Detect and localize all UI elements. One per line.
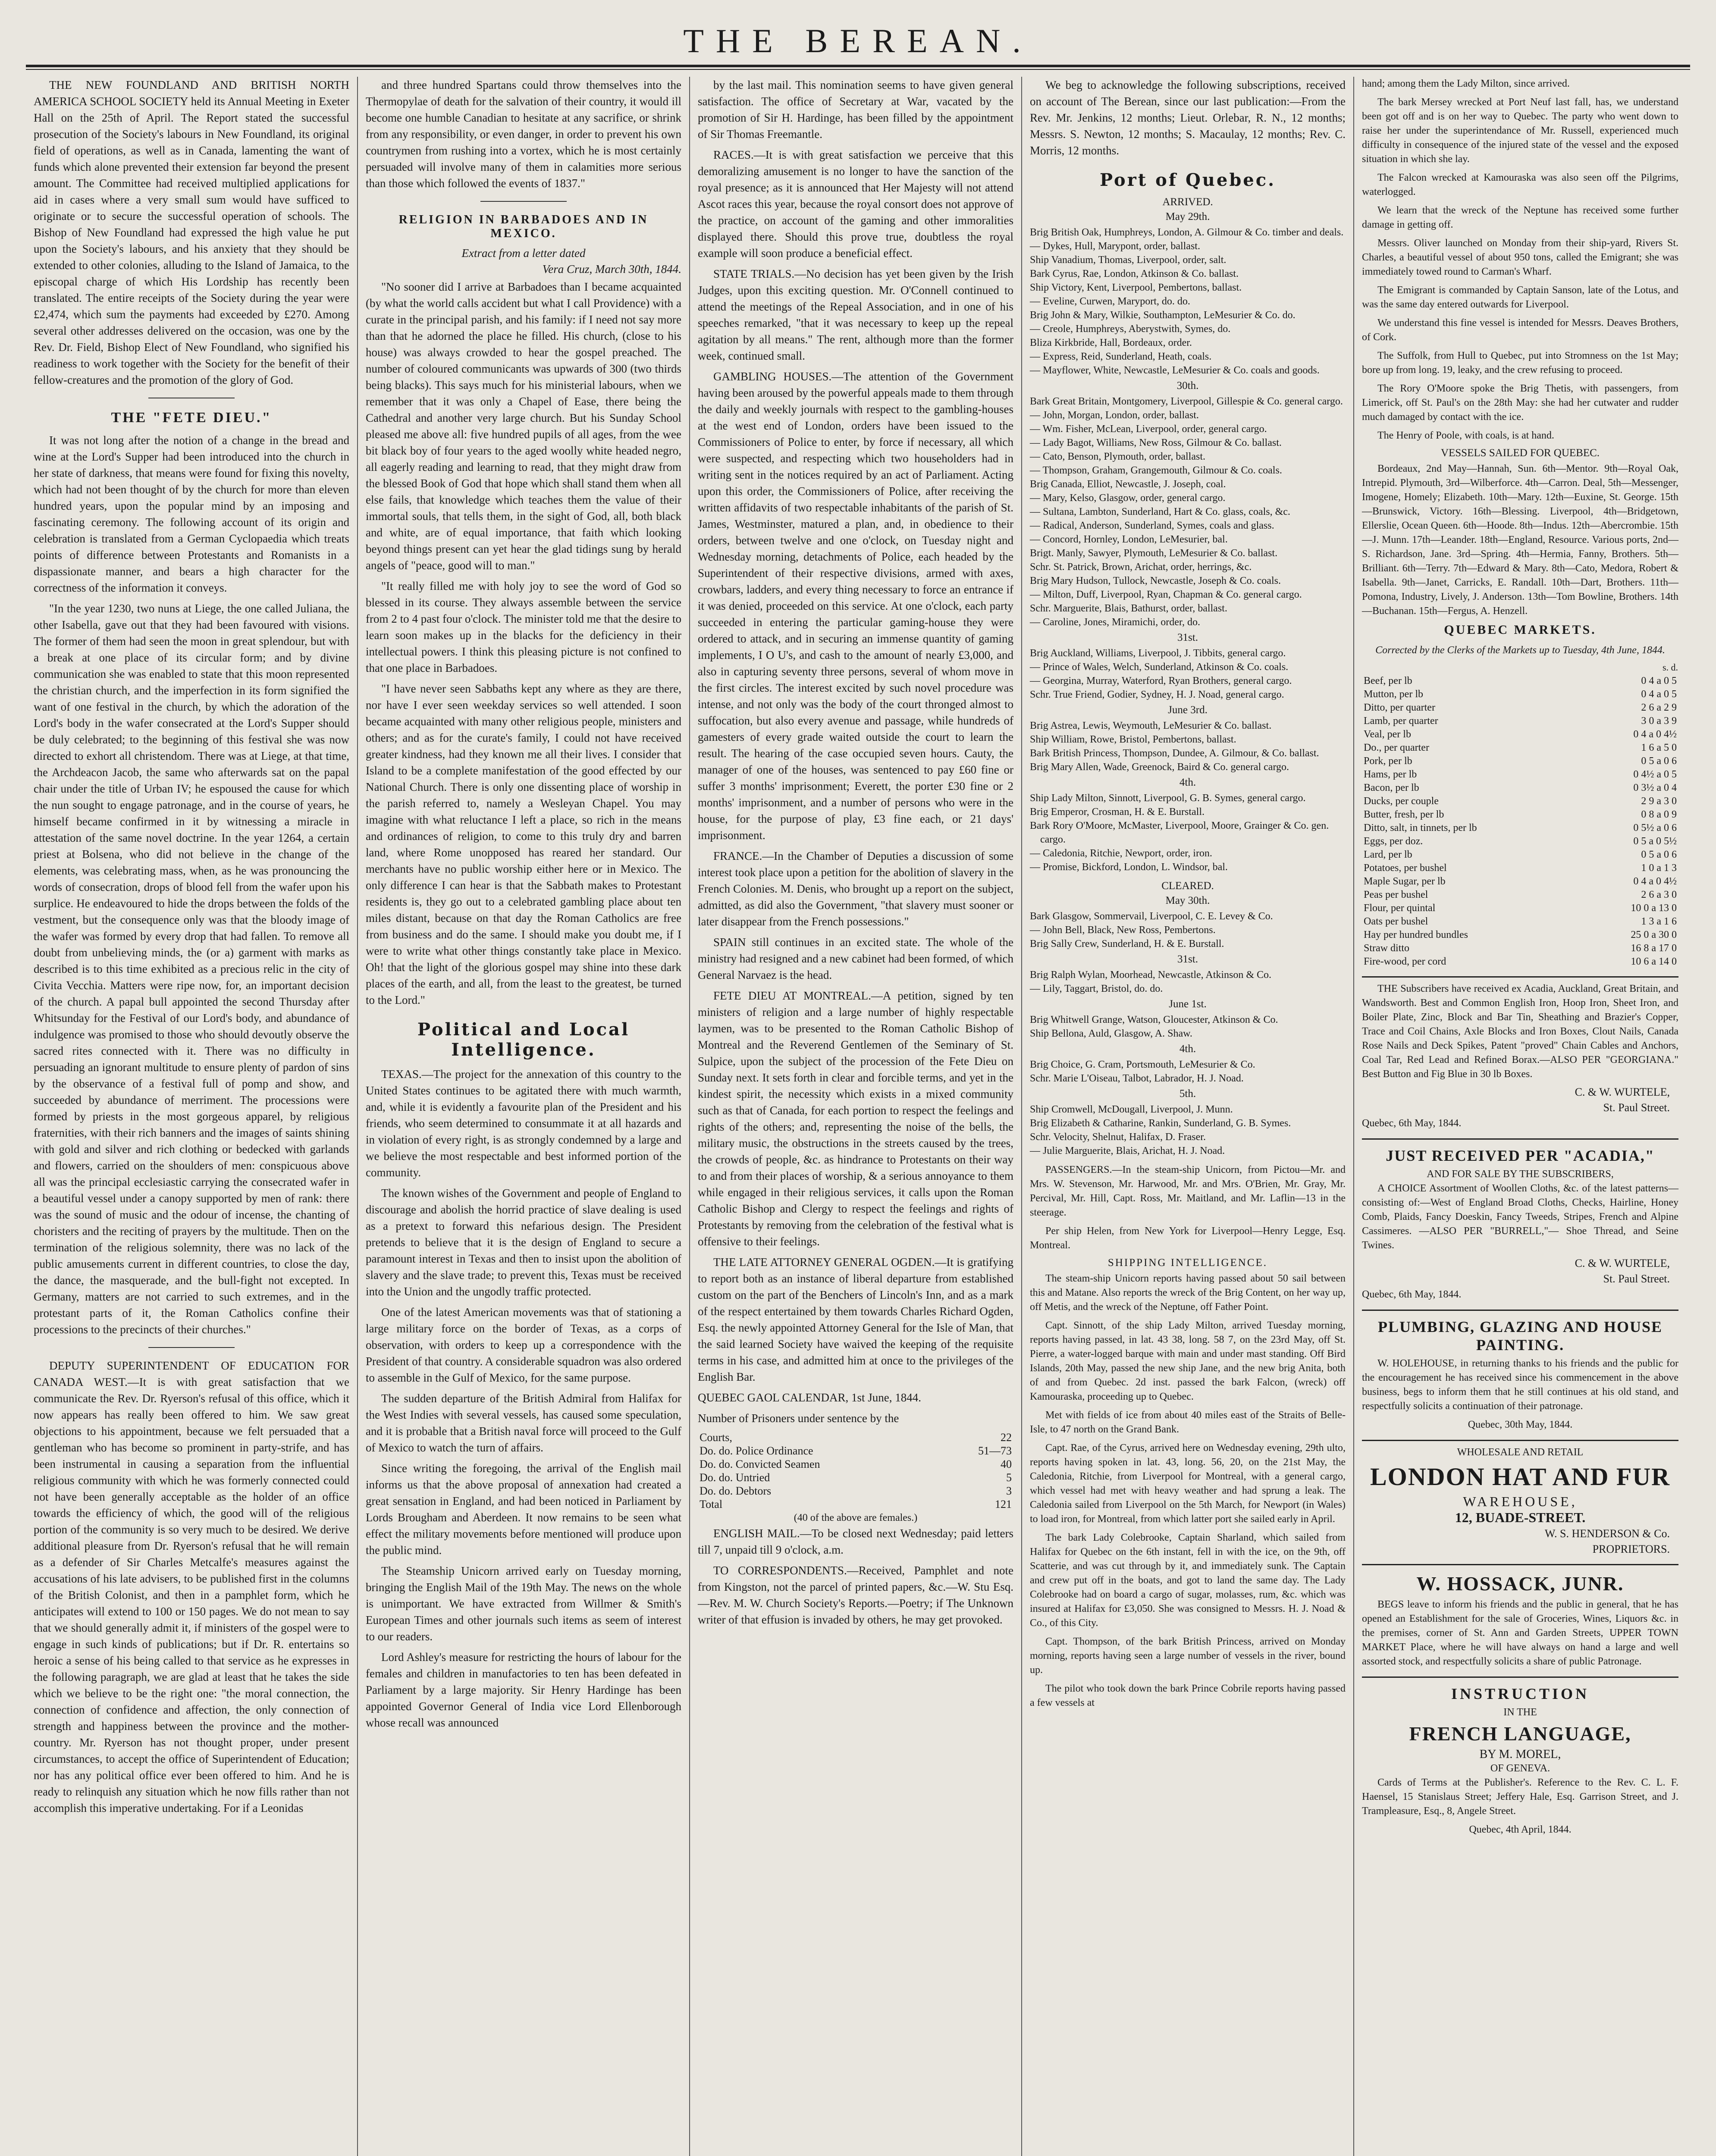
ad-date: Quebec, 6th May, 1844.	[1362, 1118, 1462, 1129]
row-value: 10 0 a 13 0	[1631, 903, 1677, 914]
row-value: 2 6 a 2 9	[1641, 702, 1677, 713]
row-value: 1 0 a 1 3	[1641, 862, 1677, 874]
cleared-date: 4th.	[1179, 1043, 1196, 1055]
ad-body: Cards of Terms at the Publisher's. Reference to the Rev. C. L. F. Haensel, 15 Stanislaus Street; Jeffery Hale, Esq. Garrison Street, and J. Trampleasure, Esq., 8, Angele Street.	[1362, 1777, 1678, 1817]
arrivals-list	[1030, 719, 1346, 774]
row-value: 3	[1006, 1485, 1012, 1497]
markets-table	[1362, 660, 1678, 968]
fete-dieu-montreal-article: FETE DIEU AT MONTREAL.—A petition, signed by ten ministers of religion and a large number of highly respectable laymen, was to be presented to the Roman Catholic Bishop of Montreal and the Reverend Gentlemen of the Seminary of St. Sulpice, upon the subject of the procession of the Fete Dieu on Sunday next. It sets forth in clear and forcible terms, and yet in the kindest spirit, the necessity which exists in a mixed community such as that of Canada, for each portion to respect the feelings and rights of the others; and, representing the noise of the bells, the military music, the obstructions in the streets caused by the trees, the crowds of people, &c. as hindrance to Protestants on their way to and from their places of worship, & a serious annoyance to them while engaged in their religious services, it calls upon the Roman Catholic Bishop and Clergy to respect the feelings and rights of Protestants by removing from the celebration of the festival what is offensive to their feelings.	[698, 989, 1013, 1248]
ship-entry: Schr. Marie L'Oiseau, Talbot, Labrador, H. J. Noad.	[1030, 1073, 1244, 1084]
ad-preheading: WHOLESALE AND RETAIL	[1457, 1447, 1584, 1458]
column-5	[1354, 77, 1686, 2156]
gaol-row	[698, 1444, 1013, 1457]
gambling-houses-article: GAMBLING HOUSES.—The attention of the Government having been aroused by the powerful appeals made to them through the daily and weekly journals with respect to the gambling-houses at the west end of London, orders have been issued to the Commissioners of Police to enter, by force if necessary, all which were suspected, and respecting which two householders had in writing sent in the notices required by an act of Parliament. Acting upon this order, the Commissioners of Police, after receiving the written affidavits of two respectable inhabitants of the parish of St. James, Westminster, matured a plan, and, in obedience to their orders, between twelve and one o'clock, on Tuesday night and Wednesday morning, detachments of Police, each headed by the Superintendent of their respective divisions, armed with axes, crowbars, ladders, and every thing necessary to force an entrance if it was denied, proceeded on this service. At one o'clock, each party succeeded in entering the particular gaming-house they were ordered to attack, and in securing an immense quantity of gaming implements, I O U's, and cash to the amount of nearly £3,000, and also in capturing seventy three persons, several of whom move in the first circles. The interest excited by such novel procedure was intense, and not only was the body of the court thronged almost to suffocation, but also every avenue and passage, while hundreds of gamesters of every grade waited outside the court to learn the result. The hearing of the case occupied seven hours. Cauty, the manager of one of the houses, was sentenced to pay £60 fine or suffer 3 months' imprisonment; Everett, the porter £30 fine or 2 months' imprisonment, and a number of persons who were in the house, for the purpose of play, £3 fine each, or 21 days' imprisonment.	[698, 370, 1013, 842]
ship-entry: — Milton, Duff, Liverpool, Ryan, Chapman & Co. general cargo.	[1030, 589, 1302, 600]
arrival-date: 31st.	[1177, 632, 1198, 643]
divider	[148, 1347, 235, 1348]
market-row	[1362, 714, 1678, 728]
ad-address: St. Paul Street.	[1603, 1272, 1670, 1285]
ship-entry: — Julie Marguerite, Blais, Arichat, H. J. Noad.	[1030, 1145, 1225, 1156]
column-4	[1022, 77, 1354, 2156]
shipping-paragraph: The Suffolk, from Hull to Quebec, put into Stromness on the 1st May; bore up from long. 19, leaky, and the crew refusing to proceed.	[1362, 350, 1678, 376]
ad-date: Quebec, 4th April, 1844.	[1469, 1824, 1572, 1835]
cleared-date: June 1st.	[1169, 998, 1207, 1010]
ship-entry: Schr. Velocity, Shelnut, Halifax, D. Fraser.	[1030, 1131, 1206, 1143]
gaol-calendar-heading: QUEBEC GAOL CALENDAR, 1st June, 1844.	[698, 1391, 921, 1404]
ship-entry: — Caledonia, Ritchie, Newport, order, iron.	[1030, 848, 1212, 859]
arrival-date: June 3rd.	[1168, 704, 1208, 716]
religion-paragraph: "It really filled me with holy joy to see the word of God so blessed in its course. They always assemble between the service from 2 to 4 past four o'clock. The minister told me that the desire to learn soon makes up in the blacks for the deficiency in their intellectual powers. I think this pleasing picture is not confined to that one place in Barbadoes.	[366, 580, 681, 674]
ad-heading: JUST RECEIVED PER "ACADIA,"	[1386, 1147, 1655, 1164]
shipping-paragraph: Capt. Rae, of the Cyrus, arrived here on Wednesday evening, 29th ulto, reports having spoken in lat. 43, long. 56, 20, on the 21st May, the Caledonia, Ritchie, from Liverpool for Montreal, with a general cargo, which vessel had met with heavy weather and had sprung a leak. The Caledonia sailed from Liverpool on the 5th March, for Newport (in Wales) to load iron, for Montreal, from which latter port she sailed early in April.	[1030, 1442, 1346, 1525]
passengers-notice: Per ship Helen, from New York for Liverpool—Henry Legge, Esq. Montreal.	[1030, 1225, 1346, 1251]
row-value: 0 5 a 0 6	[1641, 755, 1677, 767]
ship-entry: — John Bell, Black, New Ross, Pembertons.	[1030, 924, 1216, 936]
row-label: Potatoes, per bushel	[1364, 862, 1447, 874]
market-row	[1362, 741, 1678, 755]
row-label: Mutton, per lb	[1364, 689, 1423, 700]
ad-heading-language: FRENCH LANGUAGE,	[1409, 1723, 1631, 1745]
row-label: Do. do. Police Ordinance	[700, 1445, 813, 1457]
row-label: Do., per quarter	[1364, 742, 1429, 753]
row-value: 22	[1001, 1431, 1012, 1444]
news-paragraph: Since writing the foregoing, the arrival of the English mail informs us that the above proposal of annexation had created a great sensation in England, and had been noticed in Parliament by Lords Brougham and Aberdeen. It now remains to be seen what effect the military movements before mentioned will produce upon the public mind.	[366, 1462, 681, 1557]
row-label: Total	[700, 1498, 723, 1510]
row-value: 0 4½ a 0 5	[1633, 769, 1677, 780]
vessels-sailed-list: Bordeaux, 2nd May—Hannah, Sun. 6th—Mentor. 9th—Royal Oak, Intrepid. Plymouth, 3rd—Wilberforce. 4th—Carron. Deal, 5th—Messenger, Imogene, Homely; Elizabeth. 10th—Mary. 12th—Euxine, St. George. 15th—Brunswick, Victory. 16th—Blessing. Liverpool, 4th—Bridgetown, Ellerslie, Ocean Queen. 6th—Hoode. 8th—Indus. 12th—Abercrombie. 15th—J. Munn. 17th—Leander. 18th—England, Resource. Various ports, 2nd—S. Richardson, Jane. 3rd—Spring. 4th—Hermia, Fanny, Brothers. 5th—Brilliant. 6th—Terry. 7th—Edward & Mary. 8th—Cato, Medora, Robert & Isabella. 9th—Janet, Carricks, E. Randall. 10th—Dart, Brothers. 11th—Pomona, Industry, Lively, J. Anderson. 13th—Tom Bowline, Brothers. 14th—Buchanan. 15th—Fergus, A. Henzell.	[1362, 463, 1678, 617]
column-3	[690, 77, 1022, 2156]
arrivals-list	[1030, 395, 1346, 629]
ad-signature: C. & W. WURTELE,	[1575, 1257, 1670, 1269]
ad-body: THE Subscribers have received ex Acadia, Auckland, Great Britain, and Wandsworth. Best and Common English Iron, Hoop Iron, Sheet Iron, and Boiler Plate, Zinc, Block and Bar Tin, Sheathing and Brazier's Copper, Trace and Coil Chains, Axle Blocks and Iron Boxes, Clout Nails, Canada Rose Nails and Deck Spikes, Patent "proved" Chain Cables and Anchors, Coal Tar, Red Lead and Refined Borax.—ALSO PER "GEORGIANA." Best Button and Fig Blue in 30 lb Boxes.	[1362, 983, 1678, 1080]
shipping-intelligence-heading: SHIPPING INTELLIGENCE.	[1107, 1257, 1268, 1269]
divider	[480, 201, 567, 202]
ship-entry: — Radical, Anderson, Sunderland, Symes, coals and glass.	[1030, 520, 1274, 531]
shipping-paragraph: The bark Lady Colebrooke, Captain Sharland, which sailed from Halifax for Quebec on the 6th instant, fell in with the ice, on the 9th, off Scatterie, and was cut through by it, and immediately sunk. The Captain and crew put off in the boats, and got to land the same day. The Lady Colebrooke had on board a cargo of sugar, molasses, rum, &c. which was insured at Halifax for £3,050. She was consigned to Messrs. H. J. Noad & Co., of this City.	[1030, 1532, 1346, 1629]
cleared-date: May 30th.	[1165, 895, 1210, 906]
races-article: RACES.—It is with great satisfaction we perceive that this demoralizing amusement is no longer to have the sanction of the royal presence; as it is announced that Her Majesty will not attend Ascot races this year, because the royal consort does not approve of the practice, on account of the gaming and other immoralities displayed there. Should this prove true, doubtless the royal example will soon produce a beneficial effect.	[698, 148, 1013, 260]
news-paragraph: One of the latest American movements was that of stationing a large military force on the border of Texas, as a corps of observation, with orders to keep up a correspondence with the President of that country. A considerable squadron was also ordered to assemble in the Gulf of Mexico, for the same purpose.	[366, 1306, 681, 1384]
row-label: Eggs, per doz.	[1364, 836, 1423, 847]
market-row	[1362, 875, 1678, 888]
advertisement-french-instruction	[1362, 1677, 1678, 1837]
row-value: 0 5 a 0 6	[1641, 849, 1677, 860]
row-value: 0 8 a 0 9	[1641, 809, 1677, 820]
ship-entry: Brig Mary Allen, Wade, Greenock, Baird & Co. general cargo.	[1030, 761, 1289, 773]
spain-article: SPAIN still continues in an excited state. The whole of the ministry had resigned and a new cabinet had been formed, of which General Narvaez is the head.	[698, 936, 1013, 981]
religion-paragraph: "I have never seen Sabbaths kept any where as they are there, nor have I ever seen weekday services so well attended. I soon became acquainted with many other religious people, ministers and others; and as for the curate's family, I could not have received greater kindness, had they known me all their lives. I consider that Island to be a complete manifestation of the good effected by our National Church. There is only one dissenting place of worship in the parish referred to, namely a Wesleyan Chapel. You may imagine with what reluctance I left a place, so rich in the means and ordinances of religion, to come to this truly dry and barren land, where Rome unopposed has reared her standard. Our merchants have no public worship either here or in Mexico. The only difference I can hear is that the Sabbath makes to Protestant residents is, they go out to a celebrated gambling place about ten miles distant, because on that day the Roman Catholics are free from business and do the same. I should make you doubt me, if I were to write what other things constantly take place in Mexico. Oh! that the light of the glorious gospel may shine into these dark places of the earth, and all, from the least to the greatest, be turned to the Lord."	[366, 682, 681, 1006]
ship-entry: Bark Cyrus, Rae, London, Atkinson & Co. ballast.	[1030, 268, 1239, 279]
row-label: Flour, per quintal	[1364, 903, 1436, 914]
ad-address: St. Paul Street.	[1603, 1101, 1670, 1114]
row-label: Pork, per lb	[1364, 755, 1412, 767]
fete-dieu-paragraph: It was not long after the notion of a change in the bread and wine at the Lord's Supper had been introduced into the church in her state of darkness, that means were found for fixing this novelty, which had not been thought of by the church for more than eleven hundred years, upon the popular mind by an imposing and fascinating ceremony. The following account of its origin and celebration is translated from a German Cyclopaedia which treats points of difference between Protestants and Romanists in a dispassionate manner, and bears a high character for the correctness of the information it conveys.	[34, 434, 349, 594]
shipping-paragraph: We understand this fine vessel is intended for Messrs. Deaves Brothers, of Cork.	[1362, 317, 1678, 343]
deputy-superintendent-article: DEPUTY SUPERINTENDENT OF EDUCATION FOR CANADA WEST.—It is with great satisfaction that we communicate the Rev. Dr. Ryerson's refusal of this office, which it now appears has really been offered to him. We saw great objections to his appointment, because we felt persuaded that a gentleman who has become so prominent in party-strife, and has been instrumental in causing a separation from the influential religious community with which he was formerly connected could not have been generally acceptable as the holder of an office towards the efficiency of which, the good will of the religious portion of the community is so very much to be desired. We derive additional pleasure from Dr. Ryerson's refusal that he will remain as a defender of Sir Charles Metcalfe's measures against the accusations of his late advisers, to be published first in the columns of the British Colonist, and then in a pamphlet form, which he anticipates will extend to 100 or 150 pages. We do not mean to say that we should generally admit it, if ministers of the gospel were to engage in such kinds of publications; but if Dr. R. entertains so heroic a sense of his being called to that service as he expresses in the following paragraph, we are glad at least that he takes the side which we believe to be the right one: "the moral connection, the connection of confidence and affection, the only connection of strength and happiness between the province and the mother-country. Mr. Ryerson has not thought proper, under present circumstances, to accept the office of Superintendent of Education; nor has any political office ever been offered to him. And he is ready to relinquish any situation which he now fills rather than not accomplish this imperative undertaking. For if a Leonidas	[34, 1359, 349, 1814]
market-row	[1362, 755, 1678, 768]
ad-heading: INSTRUCTION	[1451, 1685, 1590, 1702]
port-of-quebec-heading: Port of Quebec.	[1099, 170, 1276, 190]
ship-entry: Bark British Princess, Thompson, Dundee, A. Gilmour, & Co. ballast.	[1030, 748, 1319, 759]
row-label: Veal, per lb	[1364, 729, 1411, 740]
ad-subheading: WAREHOUSE,	[1463, 1494, 1578, 1509]
market-row	[1362, 795, 1678, 808]
market-row	[1362, 862, 1678, 875]
shipping-paragraph: We learn that the wreck of the Neptune has received some further damage in getting off.	[1362, 205, 1678, 230]
row-label: Maple Sugar, per lb	[1364, 876, 1446, 887]
news-paragraph: The sudden departure of the British Admiral from Halifax for the West Indies with several vessels, has caused some speculation, and it is probable that a British naval force will proceed to the Gulf of Mexico to watch the turn of affairs.	[366, 1392, 681, 1454]
arrivals-list	[1030, 226, 1346, 377]
row-value: 5	[1006, 1471, 1012, 1484]
correspondents-notice: TO CORRESPONDENTS.—Received, Pamphlet and note from Kingston, not the parcel of printed papers, &c.—W. Stu Esq.—Rev. M. W. Church Society's Reports.—Poetry; if The Unknown writer of that effusion is invaded by others, he may get provoked.	[698, 1564, 1013, 1626]
ship-entry: Brig John & Mary, Wilkie, Southampton, LeMesurier & Co. do.	[1030, 310, 1296, 321]
ad-body: W. HOLEHOUSE, in returning thanks to his friends and the public for the encouragement he has received since his commencement in the above business, begs to inform them that he still continues at his old stand, and respectfully solicits a continuation of their patronage.	[1362, 1358, 1678, 1412]
ship-entry: — Lady Bagot, Williams, New Ross, Gilmour & Co. ballast.	[1030, 437, 1282, 448]
advertisement-hossack	[1362, 1564, 1678, 1669]
shipping-paragraph: Messrs. Oliver launched on Monday from their ship-yard, Rivers St. Charles, a beautiful vessel of about 950 tons, called the Emigrant; she was immediately towed round to Carman's Wharf.	[1362, 238, 1678, 277]
quebec-markets-heading: QUEBEC MARKETS.	[1444, 623, 1597, 637]
ship-entry: Ship William, Rowe, Bristol, Pembertons, ballast.	[1030, 734, 1236, 745]
ship-entry: Brig Mary Hudson, Tullock, Newcastle, Joseph & Co. coals.	[1030, 575, 1281, 586]
column-1	[26, 77, 358, 2156]
gaol-row	[698, 1457, 1013, 1471]
row-label: Bacon, per lb	[1364, 782, 1419, 793]
masthead-rule	[26, 65, 1690, 67]
ship-entry: Ship Bellona, Auld, Glasgow, A. Shaw.	[1030, 1028, 1192, 1039]
market-row	[1362, 674, 1678, 688]
market-row	[1362, 848, 1678, 862]
ship-entry: Bliza Kirkbride, Hall, Bordeaux, order.	[1030, 337, 1192, 348]
ship-entry: — Caroline, Jones, Miramichi, order, do.	[1030, 617, 1200, 628]
ad-address: 12, BUADE-STREET.	[1455, 1510, 1586, 1525]
ship-entry: Schr. St. Patrick, Brown, Arichat, order, herrings, &c.	[1030, 561, 1252, 573]
gaol-row	[698, 1431, 1013, 1444]
religion-dateline: Vera Cruz, March 30th, 1844.	[542, 263, 681, 276]
shipping-paragraph: The steam-ship Unicorn reports having passed about 50 sail between this and Matane. Also reports the wreck of the Brig Content, on her way up, off Metis, and the wreck of the Neptune, off Father Point.	[1030, 1273, 1346, 1313]
row-label: Lard, per lb	[1364, 849, 1412, 860]
cleared-list	[1030, 909, 1346, 951]
row-label: Do. do. Debtors	[700, 1485, 772, 1497]
religion-subheading: Extract from a letter dated	[461, 247, 586, 260]
attorney-general-article: THE LATE ATTORNEY GENERAL OGDEN.—It is gratifying to report both as an instance of liberal departure from established custom on the part of the Benchers of Lincoln's Inn, and as a mark of the respect entertained by them towards Charles Richard Ogden, Esq. the newly appointed Attorney General for the Isle of Man, that the said learned Society have waived the keeping of the requisite terms in his case, and admitted him at once to the privileges of the English Bar.	[698, 1256, 1013, 1383]
markets-subheading: Corrected by the Clerks of the Markets up to Tuesday, 4th June, 1844.	[1375, 645, 1665, 656]
ad-heading: W. HOSSACK, JUNR.	[1416, 1573, 1624, 1595]
subscriptions-acknowledgement: We beg to acknowledge the following subscriptions, received on account of The Berean, since our last publication:—From the Rev. Mr. Jenkins, 12 months; Lieut. Orlebar, R. N., 12 months; Messrs. S. Newton, 12 months; S. Macaulay, 12 months; Rev. C. Morris, 12 months.	[1030, 78, 1346, 157]
market-row	[1362, 928, 1678, 942]
shipping-paragraph: The Henry of Poole, with coals, is at hand.	[1377, 430, 1554, 441]
row-value: 3 0 a 3 9	[1641, 715, 1677, 727]
row-label: Straw ditto	[1364, 943, 1409, 954]
news-paragraph: The known wishes of the Government and people of England to discourage and abolish the horrid practice of slave dealing is used as a pretext to forward this nefarious design. The President pretends to believe that it is the design of England to secure a paramount interest in Texas and then to insist upon the abolition of slavery and the slave trade; to prevent this, Texas must be received into the Union and the ungodly traffic protected.	[366, 1187, 681, 1298]
ship-entry: Brig Emperor, Crosman, H. & E. Burstall.	[1030, 806, 1205, 818]
ad-teacher: BY M. MOREL,	[1479, 1748, 1561, 1761]
row-label: Butter, fresh, per lb	[1364, 809, 1444, 820]
advertisement-hat-and-fur	[1362, 1440, 1678, 1556]
advertisement-wurtele-iron	[1362, 976, 1678, 1131]
ship-entry: Brig Elizabeth & Catharine, Rankin, Sunderland, G. B. Symes.	[1030, 1118, 1291, 1129]
shipping-paragraph: The bark Mersey wrecked at Port Neuf last fall, has, we understand been got off and is on her way to Quebec. The party who went down to raise her under the superintendance of Mr. Russell, experienced much difficulty in consequence of the injured state of the vessel and the exposed situation in which she lay.	[1362, 97, 1678, 165]
ship-entry: — Georgina, Murray, Waterford, Ryan Brothers, general cargo.	[1030, 675, 1292, 686]
shipping-paragraph: The Falcon wrecked at Kamouraska was also seen off the Pilgrims, waterlogged.	[1362, 172, 1678, 197]
masthead-rule-thin	[26, 69, 1690, 70]
ship-entry: Ship Vanadium, Thomas, Liverpool, order, salt.	[1030, 254, 1227, 266]
cleared-list	[1030, 1058, 1346, 1085]
shipping-paragraph: Capt. Sinnott, of the ship Lady Milton, arrived Tuesday morning, reports having passed, in lat. 43 38, long. 58 7, on the 23rd May, off St. Pierre, a water-logged barque with main and under mast standing. Off Bird Islands, 20th May, passed the new ship Jane, and the new brig Anita, both of and from Quebec. 2d inst. passed the bark Falcon, (wreck) off Kamouraska, proceeding up to Quebec.	[1030, 1320, 1346, 1402]
ship-entry: Ship Lady Milton, Sinnott, Liverpool, G. B. Symes, general cargo.	[1030, 793, 1306, 804]
market-row	[1362, 688, 1678, 701]
row-label: Ducks, per couple	[1364, 796, 1439, 807]
row-value: 0 4 a 0 5	[1641, 675, 1677, 686]
row-value: 0 4 a 0 4½	[1633, 876, 1677, 887]
market-row	[1362, 915, 1678, 928]
row-label: Lamb, per quarter	[1364, 715, 1438, 727]
masthead: THE BEREAN.	[683, 22, 1033, 60]
arrived-heading: ARRIVED.	[1162, 196, 1213, 208]
ship-entry: Ship Victory, Kent, Liverpool, Pembertons, ballast.	[1030, 282, 1242, 293]
market-row	[1362, 768, 1678, 781]
market-row	[1362, 701, 1678, 714]
row-label: Oats per bushel	[1364, 916, 1428, 927]
row-value: 40	[1001, 1458, 1012, 1470]
ship-entry: Brig British Oak, Humphreys, London, A. Gilmour & Co. timber and deals.	[1030, 227, 1344, 238]
gaol-calendar-subheading: Number of Prisoners under sentence by the	[698, 1412, 899, 1425]
cleared-date: 5th.	[1179, 1088, 1196, 1100]
ship-entry: — Lily, Taggart, Bristol, do. do.	[1030, 983, 1163, 994]
row-value: 0 3½ a 0 4	[1633, 782, 1677, 793]
cleared-date: 31st.	[1177, 953, 1198, 965]
news-paragraph: The Steamship Unicorn arrived early on Tuesday morning, bringing the English Mail of the 19th May. The news on the whole is unimportant. We have extracted from Willmer & Smith's European Times and other journals such items as seem of interest to our readers.	[366, 1564, 681, 1643]
gaol-calendar-table	[698, 1431, 1013, 1511]
france-article: FRANCE.—In the Chamber of Deputies a discussion of some interest took place upon a petition for the abolition of slavery in the French Colonies. M. Denis, who brought up a report on the subject, admitted, as did also the Government, "that slavery must sooner or later disappear from the French possessions."	[698, 849, 1013, 928]
ship-entry: Brig Sally Crew, Sunderland, H. & E. Burstall.	[1030, 938, 1224, 950]
row-label: Ditto, per quarter	[1364, 702, 1435, 713]
row-label: Peas per bushel	[1364, 889, 1428, 900]
gaol-row	[698, 1471, 1013, 1484]
row-label: Do. do. Convicted Seamen	[700, 1458, 820, 1470]
ship-entry: Brigt. Manly, Sawyer, Plymouth, LeMesurier & Co. ballast.	[1030, 548, 1278, 559]
shipping-paragraph: The Rory O'Moore spoke the Brig Thetis, with passengers, from Limerick, off St. Paul's on the 28th May: she had her cutwater and rudder much damaged by contact with the ice.	[1362, 383, 1678, 423]
shipping-paragraph: The pilot who took down the bark Prince Cobrile reports having passed a few vessels at	[1030, 1683, 1346, 1708]
row-value: 121	[995, 1498, 1012, 1510]
row-label: Hay per hundred bundles	[1364, 929, 1468, 940]
gaol-row	[698, 1498, 1013, 1511]
ad-heading: PLUMBING, GLAZING AND HOUSE PAINTING.	[1377, 1318, 1663, 1354]
ship-entry: Brig Ralph Wylan, Moorhead, Newcastle, Atkinson & Co.	[1030, 969, 1272, 981]
political-intelligence-heading: Political and Local Intelligence.	[417, 1019, 630, 1060]
ship-entry: — Eveline, Curwen, Maryport, do. do.	[1030, 296, 1190, 307]
shipping-paragraph: The Emigrant is commanded by Captain Sanson, late of the Lotus, and was the same day entered outwards for Liverpool.	[1362, 285, 1678, 310]
ad-body: A CHOICE Assortment of Woollen Cloths, &c. of the latest patterns—consisting of:—West of England Broad Cloths, Checks, Hairline, Honey Comb, Plaids, Fancy Doeskin, Fancy Tweeds, Stripes, French and Alpine Cassimeres. —ALSO PER "BURRELL,"— Shoe Thread, and Seine Twines.	[1362, 1183, 1678, 1251]
ship-entry: Bark Glasgow, Sommervail, Liverpool, C. E. Levey & Co.	[1030, 911, 1273, 922]
texas-article: TEXAS.—The project for the annexation of this country to the United States continues to be agitated there with much warmth, and, while it is evidently a favourite plan of the President and his friends, who seem determined to consummate it at all hazards and in violation of every right, is as strongly condemned by a large and we believe the most respectable and best informed portion of the community.	[366, 1068, 681, 1179]
ship-entry: — Dykes, Hull, Marypont, order, ballast.	[1030, 241, 1200, 252]
ad-heading: LONDON HAT AND FUR	[1370, 1463, 1671, 1491]
advertisement-wurtele-cloths	[1362, 1138, 1678, 1302]
ship-entry: Schr. Marguerite, Blais, Bathurst, order, ballast.	[1030, 603, 1227, 614]
ship-entry: — Prince of Wales, Welch, Sunderland, Atkinson & Co. coals.	[1030, 661, 1289, 673]
ship-entry: — Express, Reid, Sunderland, Heath, coals.	[1030, 351, 1212, 362]
row-label: Fire-wood, per cord	[1364, 956, 1446, 967]
ship-entry: Brig Choice, G. Cram, Portsmouth, LeMesurier & Co.	[1030, 1059, 1255, 1070]
english-mail-notice: ENGLISH MAIL.—To be closed next Wednesday; paid letters till 7, unpaid till 9 o'clock, a.m.	[698, 1527, 1013, 1556]
arrival-date: May 29th.	[1165, 211, 1210, 222]
ship-entry: Brig Auckland, Williams, Liverpool, J. Tibbits, general cargo.	[1030, 648, 1286, 659]
advertisement-plumbing	[1362, 1310, 1678, 1432]
row-label: Hams, per lb	[1364, 769, 1417, 780]
ship-entry: Ship Cromwell, McDougall, Liverpool, J. Munn.	[1030, 1104, 1233, 1115]
cleared-list	[1030, 1013, 1346, 1040]
market-row	[1362, 808, 1678, 821]
ad-signature: W. S. HENDERSON & Co.	[1544, 1527, 1670, 1540]
ship-entry: — Concord, Hornley, London, LeMesurier, bal.	[1030, 534, 1228, 545]
ad-subheading: AND FOR SALE BY THE SUBSCRIBERS,	[1427, 1169, 1614, 1180]
row-value: 0 5½ a 0 6	[1633, 822, 1677, 834]
markets-column-header: s. d.	[1662, 662, 1678, 673]
ship-entry: — Mary, Kelso, Glasgow, order, general cargo.	[1030, 492, 1226, 504]
ship-entry: Brig Astrea, Lewis, Weymouth, LeMesurier & Co. ballast.	[1030, 720, 1272, 731]
gaol-calendar-note: (40 of the above are females.)	[794, 1512, 918, 1523]
row-value: 51—73	[978, 1445, 1012, 1457]
row-label: Courts,	[700, 1431, 732, 1444]
shipping-paragraph: Met with fields of ice from about 40 miles east of the Straits of Belle-Isle, to 47 north on the Grand Bank.	[1030, 1410, 1346, 1435]
ship-entry: Brig Canada, Elliot, Newcastle, J. Joseph, coal.	[1030, 479, 1226, 490]
ship-entry: Bark Great Britain, Montgomery, Liverpool, Gillespie & Co. general cargo.	[1030, 396, 1343, 407]
fete-dieu-paragraph: "In the year 1230, two nuns at Liege, the one called Juliana, the other Isabella, gave out that they had been favoured with visions. The former of them had seen the moon in great splendour, but with a break at one place of its circular form; and by divine communication she was enabled to state that this moon represented the christian church, and the imperfection in its form signified the want of one festival in the church, by which the adoration of the Lord's body in the wafer consecrated at the Lord's Supper should be duly celebrated; to the beginning of this festival she was now directed to exhort all christendom. There was at Liege, at that time, the Archdeacon Jacob, the same who afterwards sat on the papal chair under the title of Urban IV; he espoused the cause for which the nun sought to engage patronage, and in the course of years, he himself became confirmed in it by witnessing a miracle in attestation of the same novel doctrine. In the year 1264, a certain priest at Bolsena, who did not believe in the change of the elements, was celebrating mass, when, as he was pronouncing the words of consecration, drops of blood fell from the wafer upon his surplice. He endeavoured to hide the drops between the folds of the vestment, but the consequence only was that the bloody image of the wafer was formed by every drop that had fallen. To remove all doubt from unbelieving minds, the (or a) garment with marks as described is to this time exhibited as a precious relic in the city of Civita Vecchia. Matters were ripe now, for, an important decision of the church. A papal bull appointed the second Thursday after Whitsunday for the Festival of our Lord's body, and abundance of indulgence was promised to those who should devoutly observe the sacred rites connected with it. There was no difficulty in persuading an ignorant multitude to ensure plenty of pardon of sins by the observance of a festival full of pomp and show, and succeeded by abundance of merriment. The processions were formed by priests in the most gorgeous apparel, by religious fraternities, with their rich banners and the images of saints shining with gold and silver and rich clothing or bedecked with garlands and flowers, carried on the shoulders of men: conspicuous above all was the principal ecclesiastic carrying the consecrated wafer in a beautiful vessel under a canopy supported by men of rank: there was the sound of music and the odour of incense, the chanting of choristers and the reciting of prayers by the multitude. Then on the termination of the religious solemnity, there was no lack of the public amusements current in different countries, to close the day, the dance, the masquerade, and the bull-fight not excepted. In Germany, matters are not carried to such extremes, and in the protestant parts of it, the Roman Catholics confine their processions to the precincts of their churches."	[34, 602, 349, 1336]
ad-teacher-origin: OF GENEVA.	[1490, 1763, 1550, 1774]
cleared-list	[1030, 968, 1346, 996]
ship-entry: Bark Rory O'Moore, McMaster, Liverpool, Moore, Grainger & Co. gen. cargo.	[1030, 820, 1329, 845]
ship-entry: — Mayflower, White, Newcastle, LeMesurier & Co. coals and goods.	[1030, 365, 1320, 376]
row-value: 0 4 a 0 5	[1641, 689, 1677, 700]
row-value: 0 4 a 0 4½	[1633, 729, 1677, 740]
cleared-heading: CLEARED.	[1161, 880, 1214, 892]
vessels-sailed-heading: VESSELS SAILED FOR QUEBEC.	[1440, 447, 1600, 459]
market-row	[1362, 942, 1678, 955]
market-row	[1362, 955, 1678, 968]
ship-entry: — Sultana, Lambton, Sunderland, Hart & Co. glass, coals, &c.	[1030, 506, 1290, 517]
ad-signature: C. & W. WURTELE,	[1575, 1086, 1670, 1098]
ship-entry: — Thompson, Graham, Grangemouth, Gilmour & Co. coals.	[1030, 465, 1282, 476]
ship-entry: — John, Morgan, London, order, ballast.	[1030, 410, 1199, 421]
school-society-article: THE NEW FOUNDLAND AND BRITISH NORTH AMERICA SCHOOL SOCIETY held its Annual Meeting in Exeter Hall on the 25th of April. The Report stated the successful prosecution of the Society's labours in New Foundland, its original field of operations, as well as in Canada, lamenting the want of funds which alone prevented their extension far beyond the present amount. The Committee had received multiplied applications for aid in cases where a very small sum would have sufficed to originate or to secure the successful operation of schools. The Bishop of New Foundland had expressed the high value he put upon the Society's labours, and his anxiety that they should be extended to other colonies, alluding to the Island of Jamaica, to the episcopal charge of which His Lordship has recently been translated. The entire receipts of the Society during the year were £2,474, which sum the payments had exceeded by £270. Among several other addresses delivered on the occasion, was one by the Rev. Dr. Field, Bishop Elect of New Foundland, who signified his readiness to work together with the Society for the benefit of their fellow-creatures and the promotion of the glory of God.	[34, 78, 349, 386]
market-row	[1362, 728, 1678, 741]
article-continued: and three hundred Spartans could throw themselves into the Thermopylae of death for the salvation of their country, it would ill become one humble Canadian to hesitate at any sacrifice, or shrink from any responsibility, or even danger, in order to prevent his own countrymen from rushing into a vortex, which he is most certainly persuaded will involve many of them in calamities more serious than those which followed the events of 1837."	[366, 78, 681, 190]
arrivals-list	[1030, 791, 1346, 874]
row-value: 1 6 a 5 0	[1641, 742, 1677, 753]
row-value: 25 0 a 30 0	[1631, 929, 1677, 940]
ad-date: Quebec, 30th May, 1844.	[1468, 1419, 1573, 1430]
row-label: Beef, per lb	[1364, 675, 1412, 686]
ad-text: IN THE	[1503, 1707, 1537, 1718]
row-label: Ditto, salt, in tinnets, per lb	[1364, 822, 1477, 834]
market-row	[1362, 902, 1678, 915]
arrival-date: 30th.	[1176, 380, 1199, 392]
gaol-row	[698, 1484, 1013, 1498]
religion-paragraph: "No sooner did I arrive at Barbadoes than I became acquainted (by what the world calls accident but what I call Providence) with a curate in the principal parish, and his family: if I need not say more than that he adorned the place he filled. His church, (close to his house) was always crowded to hear the gospel preached. The number of coloured communicants was upwards of 300 (two thirds being blacks). This says much for his ministerial labours, when we remember that it was only a Chapel of Ease, there being the Cathedral and another very large church. But his Sunday School pleased me above all: five hundred pupils of all ages, from the wee bit black boy of four years to the aged woolly white headed negro, all eagerly reading and learning to read, that they might draw from the blessed Book of God that hope which shall stand them when all else fails, that knowledge which teaches them the value of their immortal souls, that tells them, in the sight of God, all, both black and white, are of equal importance, that faith which looking beyond things present can yet hear the glad tidings sung by herald angels of "peace, good will to man."	[366, 280, 681, 572]
row-value: 2 9 a 3 0	[1641, 796, 1677, 807]
shipping-paragraph: hand; among them the Lady Milton, since arrived.	[1362, 78, 1570, 89]
ship-entry: — Creole, Humphreys, Aberystwith, Symes, do.	[1030, 323, 1231, 335]
row-value: 2 6 a 3 0	[1641, 889, 1677, 900]
news-paragraph: Lord Ashley's measure for restricting the hours of labour for the females and children in manufactories to ten has been defeated in Parliament by a large majority. Sir Henry Hardinge has been appointed Governor General of India vice Lord Ellenborough whose recall was announced	[366, 1651, 681, 1729]
ship-entry: — Cato, Benson, Plymouth, order, ballast.	[1030, 451, 1206, 462]
state-trials-article: STATE TRIALS.—No decision has yet been given by the Irish Judges, upon this exciting question. Mr. O'Connell continued to attend the meetings of the Repeal Association, and in one of his speeches remarked, "that it was necessary to keep up the repeal agitation by all means." The rent, although more than the former week, continued small.	[698, 267, 1013, 362]
row-value: 10 6 a 14 0	[1631, 956, 1677, 967]
columns	[26, 77, 1690, 2156]
market-row	[1362, 835, 1678, 848]
passengers-notice: PASSENGERS.—In the steam-ship Unicorn, from Pictou—Mr. and Mrs. W. Stevenson, Mr. Harwood, Mr. and Mrs. O'Brien, Mr. Gray, Mr. Percival, Mr. Hill, Capt. Ross, Mr. Maitland, and Mr. Laflin—13 in the steerage.	[1030, 1164, 1346, 1218]
cleared-list	[1030, 1103, 1346, 1158]
shipping-paragraph: Capt. Thompson, of the bark British Princess, arrived on Monday morning, reports having seen a large number of vessels in the river, bound up.	[1030, 1636, 1346, 1676]
row-label: Do. do. Untried	[700, 1471, 770, 1484]
ad-body: BEGS leave to inform his friends and the public in general, that he has opened an Establishment for the sale of Groceries, Wines, Liquors &c. in the premises, corner of St. Ann and Garden Streets, UPPER TOWN MARKET Place, where he will have always on hand a large and well assorted stock, and respectfully solicits a share of public Patronage.	[1362, 1599, 1678, 1667]
market-row	[1362, 888, 1678, 902]
row-value: 16 8 a 17 0	[1631, 943, 1677, 954]
row-value: 0 5 a 0 5½	[1633, 836, 1677, 847]
row-value: 1 3 a 1 6	[1641, 916, 1677, 927]
news-paragraph: by the last mail. This nomination seems to have given general satisfaction. The office of Secretary at War, vacated by the promotion of Sir H. Hardinge, has been filled by the appointment of Sir Thomas Freemantle.	[698, 78, 1013, 141]
religion-heading: RELIGION IN BARBADOES AND IN MEXICO.	[398, 213, 649, 240]
arrivals-list	[1030, 646, 1346, 702]
arrival-date: 4th.	[1179, 777, 1196, 788]
market-row	[1362, 781, 1678, 795]
ship-entry: — Promise, Bickford, London, L. Windsor, bal.	[1030, 862, 1228, 873]
column-2	[358, 77, 690, 2156]
fete-dieu-heading: THE "FETE DIEU."	[111, 410, 272, 426]
ship-entry: Schr. True Friend, Godier, Sydney, H. J. Noad, general cargo.	[1030, 689, 1284, 700]
ship-entry: — Wm. Fisher, McLean, Liverpool, order, general cargo.	[1030, 423, 1267, 435]
ad-proprietors: PROPRIETORS.	[1592, 1543, 1670, 1555]
market-row	[1362, 821, 1678, 835]
ad-date: Quebec, 6th May, 1844.	[1362, 1289, 1462, 1300]
ship-entry: Brig Whitwell Grange, Watson, Gloucester, Atkinson & Co.	[1030, 1014, 1278, 1025]
